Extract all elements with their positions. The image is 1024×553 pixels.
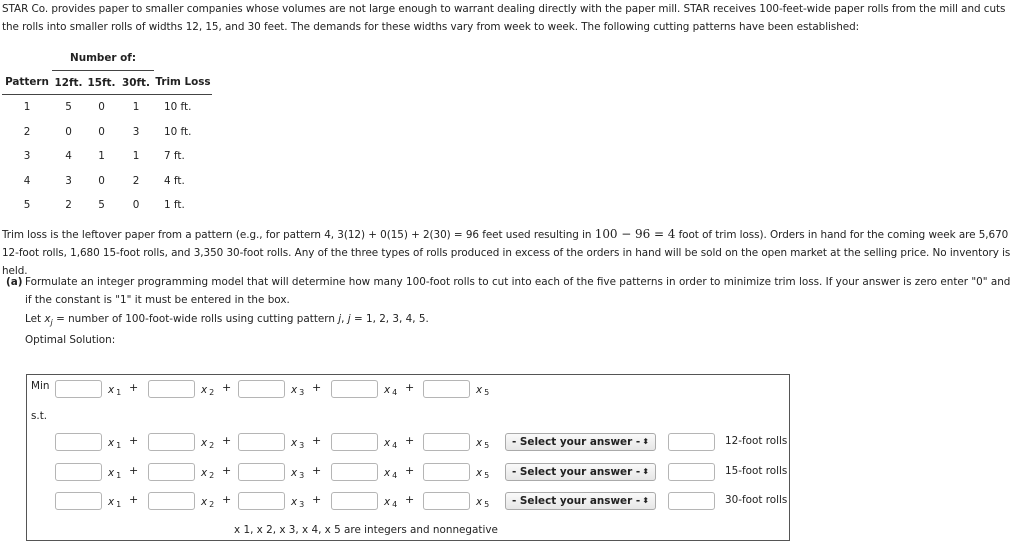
plus-sign: + xyxy=(405,381,415,394)
plus-sign: + xyxy=(312,464,322,477)
plus-sign: + xyxy=(222,381,232,394)
variable-subscript: 4 xyxy=(392,388,398,397)
variable-x2 xyxy=(201,384,214,397)
plus-sign: + xyxy=(312,493,322,506)
constraint-2-relation-select[interactable] xyxy=(505,463,656,481)
variable-subscript: 1 xyxy=(116,500,122,509)
nonnegativity-statement: x 1, x 2, x 3, x 4, x 5 are integers and nonnegative xyxy=(234,524,498,536)
variable-letter: x xyxy=(201,384,208,396)
part-a-text: Formulate an integer programming model that will determine how many 100-foot rolls to cut into each of the five patterns in order to minimize trim loss. If your answer is zero enter "0" and if the constant is "1" it must be entered in the box. xyxy=(25,276,1011,306)
variable-x5 xyxy=(476,384,489,397)
cell: 1 xyxy=(132,150,140,163)
optimal-solution-label: Optimal Solution: xyxy=(25,334,116,346)
let-end: = 1, 2, 3, 4, 5. xyxy=(350,313,429,325)
variable-letter: x xyxy=(108,384,115,396)
table-row xyxy=(2,95,212,120)
col-30ft: 30ft. xyxy=(118,71,154,95)
variable-letter: x xyxy=(291,437,298,449)
cell: 4 ft. xyxy=(164,174,185,187)
trim-loss-paragraph xyxy=(2,225,1020,280)
variable-letter: x xyxy=(201,496,208,508)
table-row xyxy=(2,120,212,145)
variable-x3 xyxy=(291,384,304,397)
variable-letter: x xyxy=(291,496,298,508)
part-a-question xyxy=(6,273,1018,309)
constraint-3-coef-4-input[interactable] xyxy=(331,492,378,510)
variable-letter: x xyxy=(384,496,391,508)
variable-x3 xyxy=(291,496,304,509)
variable-x4 xyxy=(384,496,397,509)
cell: 1 ft. xyxy=(164,199,185,212)
plus-sign: + xyxy=(129,381,139,394)
variable-letter: x xyxy=(201,467,208,479)
variable-letter: x xyxy=(108,437,115,449)
variable-letter: x xyxy=(384,384,391,396)
table-row xyxy=(2,193,212,218)
constraint-3-label: 30-foot rolls xyxy=(725,494,788,506)
variable-subscript: 3 xyxy=(299,500,305,509)
variable-x2 xyxy=(201,496,214,509)
variable-subscript: 5 xyxy=(484,441,490,450)
variable-x3 xyxy=(291,437,304,450)
plus-sign: + xyxy=(129,464,139,477)
constraint-2-coef-3-input[interactable] xyxy=(238,463,285,481)
variable-subscript: 4 xyxy=(392,500,398,509)
table-row xyxy=(2,144,212,169)
variable-x2 xyxy=(201,467,214,480)
variable-x2 xyxy=(201,437,214,450)
cell: 10 ft. xyxy=(164,101,192,114)
variable-x4 xyxy=(384,467,397,480)
let-var: x xyxy=(44,313,51,325)
cell: 2 xyxy=(65,199,72,212)
constraint-2-coef-4-input[interactable] xyxy=(331,463,378,481)
plus-sign: + xyxy=(222,493,232,506)
objective-coef-4-input[interactable] xyxy=(331,380,378,398)
variable-subscript: 2 xyxy=(209,441,215,450)
cutting-pattern-table xyxy=(2,46,212,218)
constraint-3-rhs-input[interactable] xyxy=(668,492,715,510)
col-trim-loss: Trim Loss xyxy=(154,71,212,95)
constraint-3-coef-2-input[interactable] xyxy=(148,492,195,510)
variable-x5 xyxy=(476,437,489,450)
constraint-2-coef-1-input[interactable] xyxy=(55,463,102,481)
variable-letter: x xyxy=(476,467,483,479)
select-placeholder: - Select your answer - xyxy=(512,495,641,507)
cell: 5 xyxy=(98,199,105,212)
cell: 3 xyxy=(23,150,31,163)
let-prefix: Let xyxy=(25,313,45,325)
variable-subscript: 2 xyxy=(209,388,215,397)
constraint-1-coef-4-input[interactable] xyxy=(331,433,378,451)
number-of-header: Number of: xyxy=(52,46,154,71)
constraint-3-coef-3-input[interactable] xyxy=(238,492,285,510)
variable-subscript: 5 xyxy=(484,500,490,509)
variable-x5 xyxy=(476,467,489,480)
variable-letter: x xyxy=(476,384,483,396)
variable-x4 xyxy=(384,437,397,450)
objective-coef-2-input[interactable] xyxy=(148,380,195,398)
objective-coef-3-input[interactable] xyxy=(238,380,285,398)
variable-letter: x xyxy=(384,437,391,449)
variable-subscript: 4 xyxy=(392,441,398,450)
select-placeholder: - Select your answer - xyxy=(512,436,641,448)
cell: 3 xyxy=(65,174,72,187)
cell: 10 ft. xyxy=(164,125,192,138)
constraint-2-label: 15-foot rolls xyxy=(725,465,788,477)
cell: 5 xyxy=(23,199,31,212)
cell: 1 xyxy=(23,101,31,114)
variable-subscript: 3 xyxy=(299,471,305,480)
constraint-1-label: 12-foot rolls xyxy=(725,435,788,447)
col-pattern: Pattern xyxy=(2,71,52,95)
constraint-3-coef-1-input[interactable] xyxy=(55,492,102,510)
variable-letter: x xyxy=(108,467,115,479)
constraint-1-coef-2-input[interactable] xyxy=(148,433,195,451)
variable-letter: x xyxy=(291,467,298,479)
constraint-1-coef-3-input[interactable] xyxy=(238,433,285,451)
plus-sign: + xyxy=(222,434,232,447)
cell: 2 xyxy=(23,125,31,138)
variable-letter: x xyxy=(291,384,298,396)
variable-subscript: 1 xyxy=(116,388,122,397)
plus-sign: + xyxy=(222,464,232,477)
plus-sign: + xyxy=(129,493,139,506)
col-15ft: 15ft. xyxy=(85,71,118,95)
variable-x1 xyxy=(108,437,121,450)
intro-paragraph: STAR Co. provides paper to smaller companies whose volumes are not large enough to warrant dealing directly with the paper mill. STAR receives 100-feet-wide paper rolls from the mill and cuts the rolls into smaller rolls of widths 12, 15, and 30 feet. The demands for these widths vary from week to week. The following cutting patterns have been established: xyxy=(2,3,1006,33)
st-label: s.t. xyxy=(31,410,48,422)
cell: 5 xyxy=(65,101,72,114)
plus-sign: + xyxy=(405,493,415,506)
variable-letter: x xyxy=(476,496,483,508)
table-row xyxy=(2,169,212,194)
variable-letter: x xyxy=(476,437,483,449)
plus-sign: + xyxy=(312,381,322,394)
variable-subscript: 1 xyxy=(116,441,122,450)
plus-sign: + xyxy=(312,434,322,447)
variable-x4 xyxy=(384,384,397,397)
dropdown-arrow-icon: ⬍ xyxy=(642,437,649,446)
constraint-3-coef-5-input[interactable] xyxy=(423,492,470,510)
trim-math: 100 − 96 = 4 xyxy=(594,227,676,241)
cell: 7 ft. xyxy=(164,150,185,163)
constraint-1-coef-5-input[interactable] xyxy=(423,433,470,451)
variable-subscript: 5 xyxy=(484,388,490,397)
plus-sign: + xyxy=(405,434,415,447)
cell: 4 xyxy=(23,174,31,187)
variable-subscript: 4 xyxy=(392,471,398,480)
constraint-2-coef-5-input[interactable] xyxy=(423,463,470,481)
let-mid: = number of 100-foot-wide rolls using cutting pattern xyxy=(52,313,339,325)
plus-sign: + xyxy=(405,464,415,477)
variable-x1 xyxy=(108,496,121,509)
variable-x3 xyxy=(291,467,304,480)
objective-coef-1-input[interactable] xyxy=(55,380,102,398)
variable-letter: x xyxy=(384,467,391,479)
variable-subscript: 1 xyxy=(116,471,122,480)
trim-text-2: foot of trim loss). Orders in hand for the coming week are 5,670 12-foot rolls, 1,680 15-foot rolls, and 3,350 30-foot rolls. Any of the three types of rolls produced in excess of the orders in hand will be sold on the open market at the selling price. No inventory is held. xyxy=(2,229,1011,277)
dropdown-arrow-icon: ⬍ xyxy=(642,496,649,505)
variable-subscript: 5 xyxy=(484,471,490,480)
constraint-1-rhs-input[interactable] xyxy=(668,433,715,451)
objective-coef-5-input[interactable] xyxy=(423,380,470,398)
let-statement xyxy=(25,313,429,327)
constraint-2-rhs-input[interactable] xyxy=(668,463,715,481)
cell: 0 xyxy=(98,101,105,114)
variable-subscript: 3 xyxy=(299,388,305,397)
variable-subscript: 2 xyxy=(209,471,215,480)
cell: 0 xyxy=(98,125,105,138)
constraint-2-coef-2-input[interactable] xyxy=(148,463,195,481)
part-a-label: (a) xyxy=(6,276,23,288)
variable-x1 xyxy=(108,467,121,480)
variable-letter: x xyxy=(108,496,115,508)
dropdown-arrow-icon: ⬍ xyxy=(642,467,649,476)
let-comma: , xyxy=(341,313,348,325)
trim-text-1: Trim loss is the leftover paper from a pattern (e.g., for pattern 4, 3(12) + 0(15) + 2(30) = 96 feet used resulting in xyxy=(2,229,595,241)
cell: 0 xyxy=(98,174,105,187)
plus-sign: + xyxy=(129,434,139,447)
variable-x1 xyxy=(108,384,121,397)
variable-subscript: 2 xyxy=(209,500,215,509)
select-placeholder: - Select your answer - xyxy=(512,466,641,478)
constraint-1-relation-select[interactable] xyxy=(505,433,656,451)
cell: 1 xyxy=(98,150,105,163)
cell: 0 xyxy=(65,125,72,138)
let-j2: j xyxy=(347,313,351,325)
constraint-3-relation-select[interactable] xyxy=(505,492,656,510)
cell: 0 xyxy=(132,199,140,212)
cell: 4 xyxy=(65,150,72,163)
cell: 3 xyxy=(132,125,140,138)
variable-x5 xyxy=(476,496,489,509)
variable-subscript: 3 xyxy=(299,441,305,450)
let-j: j xyxy=(338,313,342,325)
cell: 2 xyxy=(132,174,140,187)
let-sub: j xyxy=(50,318,53,328)
cell: 1 xyxy=(132,101,140,114)
variable-letter: x xyxy=(201,437,208,449)
min-label: Min xyxy=(31,380,50,392)
model-box xyxy=(26,374,790,541)
constraint-1-coef-1-input[interactable] xyxy=(55,433,102,451)
col-12ft: 12ft. xyxy=(52,71,85,95)
